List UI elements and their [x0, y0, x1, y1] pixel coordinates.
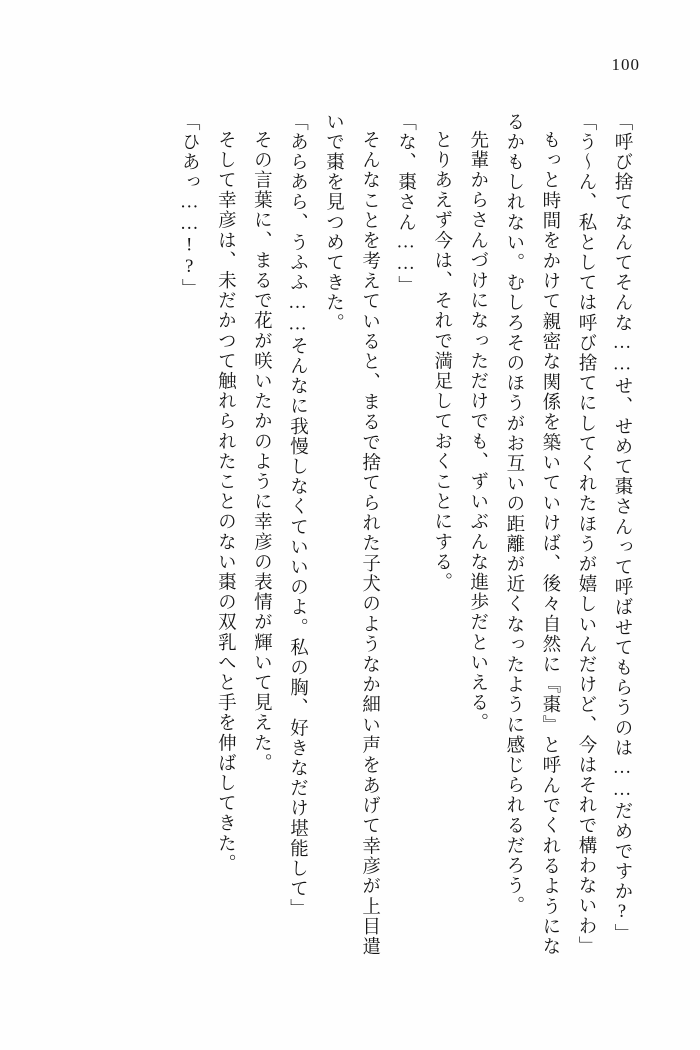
paragraph: 「な、棗さん……」	[395, 112, 416, 296]
paragraph: 「う～ん、私としては呼び捨てにしてくれたほうが嬉しいんだけど、今はそれで構わないわ」	[575, 112, 596, 957]
paragraph: 先輩からさんづけになっただけでも、ずいぶんな進歩だといえる。	[467, 130, 488, 733]
page-body-text	[60, 112, 640, 957]
paragraph: その言葉に、まるで花が咲いたかのように幸彦の表情が輝いて見えた。	[251, 130, 272, 774]
paragraph: とりあえず今は、それで満足しておくことにする。	[431, 130, 452, 593]
page-number: 100	[611, 55, 640, 74]
paragraph: そんなことを考えていると、まるで捨てられた子犬のようなか細い声をあげて幸彦が上目遣いで棗を見つめてきた。	[323, 112, 380, 957]
paragraph: 「ひあっ……!?」	[179, 112, 200, 299]
paragraph: 「あらあら、うふふ……そんなに我慢しなくていいのよ。私の胸、好きなだけ堪能して」	[287, 112, 308, 919]
paragraph: そして幸彦は、未だかつて触れられたことのない棗の双乳へと手を伸ばしてきた。	[215, 130, 236, 874]
paragraph: 「呼び捨てなんてそんな……せ、せめて棗さんって呼ばせてもらうのは……だめですか?」	[612, 112, 632, 944]
paragraph: もっと時間をかけて親密な関係を築いていけば、後々自然に『棗』と呼んでくれるようになるかもしれない。むしろそのほうがお互いの距離が近くなったように感じられるだろう。	[503, 112, 560, 957]
